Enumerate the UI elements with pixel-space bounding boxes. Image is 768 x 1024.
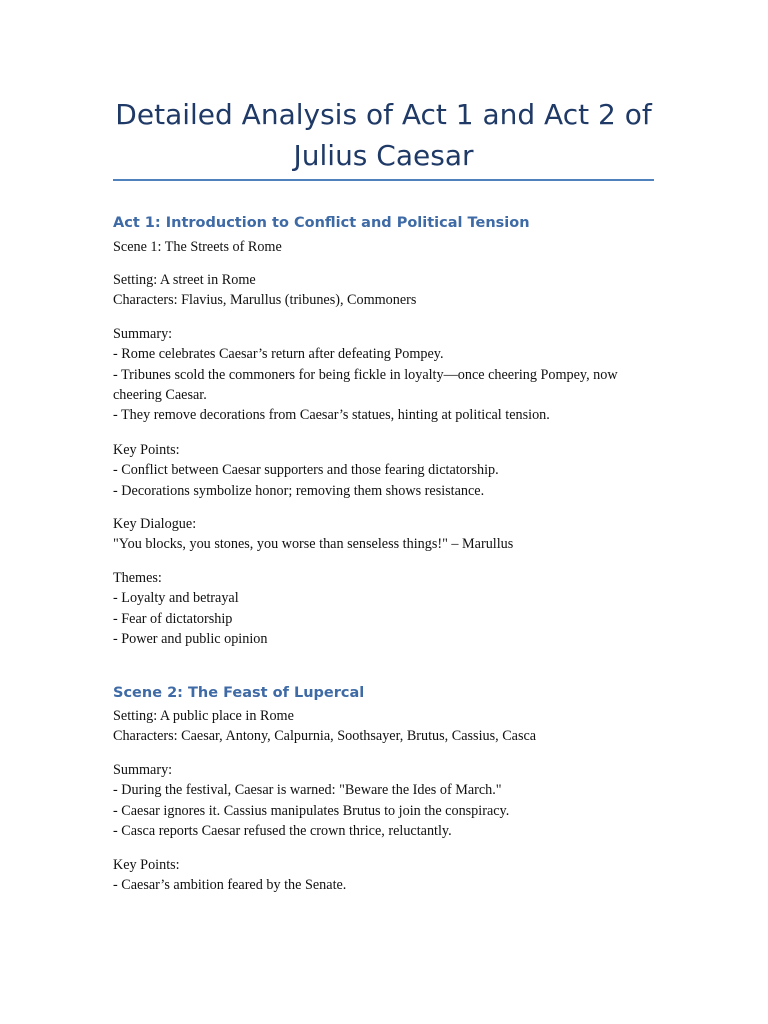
scene1-key-point: - Conflict between Caesar supporters and those fearing dictatorship. [113,462,499,479]
scene1-key-point: - Decorations symbolize honor; removing them shows resistance. [113,482,485,499]
scene1-setting-block [113,270,658,311]
scene1-themes-block [113,568,658,649]
scene2-heading: Scene 2: The Feast of Lupercal [113,685,365,701]
scene2-key-points-label: Key Points: [113,857,180,873]
scene1-title-text: Scene 1: The Streets of Rome [113,239,282,255]
scene1-title [113,237,658,257]
scene1-key-points-label: Key Points: [113,442,180,458]
scene2-characters: Characters: Caesar, Antony, Calpurnia, Soothsayer, Brutus, Cassius, Casca [113,728,537,745]
scene1-key-dialogue-quote: "You blocks, you stones, you worse than senseless things!" – Marullus [113,536,514,553]
scene1-setting: Setting: A street in Rome [113,272,256,288]
scene2-key-points-block [113,855,658,896]
scene1-summary-label: Summary: [113,326,173,342]
scene1-key-points-block [113,440,658,501]
scene1-key-dialogue-label: Key Dialogue: [113,516,197,532]
scene2-setting: Setting: A public place in Rome [113,708,294,724]
scene1-theme: - Fear of dictatorship [113,610,233,627]
scene2-summary-label: Summary: [113,762,173,778]
scene1-summary-item: - Tribunes scold the commoners for being fickle in loyalty—once cheering Pompey, now cheering Caesar. [113,366,618,403]
document-title: Detailed Analysis of Act 1 and Act 2 of Julius Caesar [115,98,652,172]
scene2-summary-item: - Caesar ignores it. Cassius manipulates Brutus to join the conspiracy. [113,802,510,819]
act1-heading: Act 1: Introduction to Conflict and Political Tension [113,215,530,231]
scene1-themes-label: Themes: [113,570,162,586]
scene1-characters: Characters: Flavius, Marullus (tribunes), Commoners [113,292,417,309]
scene2-summary-block [113,760,658,841]
title-underline [113,179,654,181]
scene2-summary-item: - Casca reports Caesar refused the crown thrice, reluctantly. [113,822,452,839]
scene1-summary-item: - They remove decorations from Caesar’s statues, hinting at political tension. [113,407,550,424]
scene1-theme: - Power and public opinion [113,630,268,647]
scene1-summary-block [113,324,658,425]
scene1-theme: - Loyalty and betrayal [113,590,239,607]
scene1-key-dialogue-block [113,514,658,555]
scene2-setting-block [113,706,658,747]
scene2-summary-item: - During the festival, Caesar is warned: "Beware the Ides of March." [113,782,502,799]
scene2-key-point: - Caesar’s ambition feared by the Senate. [113,877,347,894]
scene1-summary-item: - Rome celebrates Caesar’s return after defeating Pompey. [113,346,444,363]
